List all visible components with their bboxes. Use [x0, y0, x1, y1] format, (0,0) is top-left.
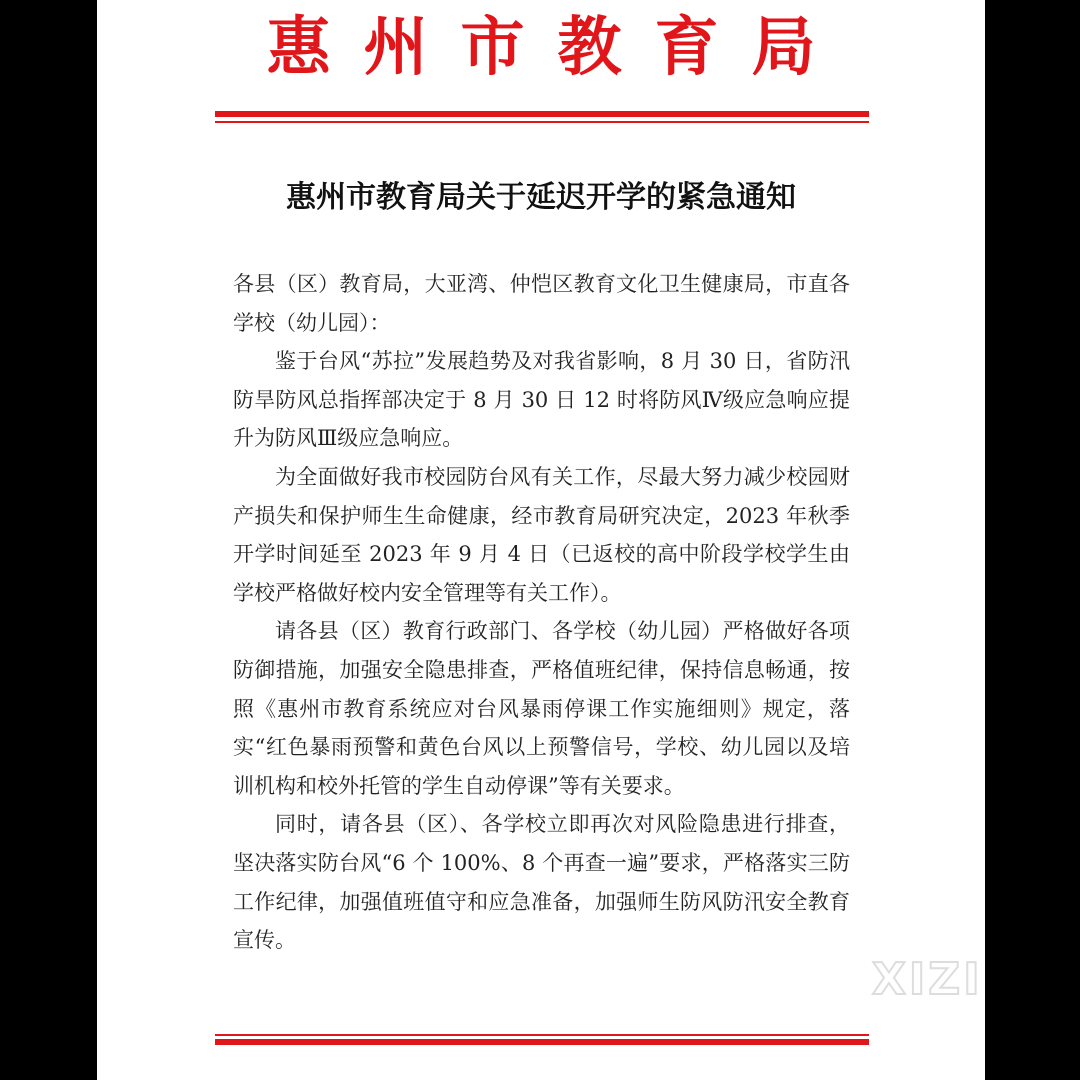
footer-rule-thick [215, 1039, 869, 1045]
watermark-logo: XIZI [872, 954, 983, 1005]
notice-paragraph: 为全面做好我市校园防台风有关工作，尽最大努力减少校园财产损失和保护师生生命健康，经市教育局研究决定，2023 年秋季开学时间延至 2023 年 9 月 4 日（已返校的高中阶段学校学生由学校严格做好校内安全管理等有关工作）。 [233, 464, 850, 605]
notice-title: 惠州市教育局关于延迟开学的紧急通知 [286, 180, 796, 215]
notice-paragraph: 请各县（区）教育行政部门、各学校（幼儿园）严格做好各项防御措施，加强安全隐患排查，严格值班纪律，保持信息畅通，按照《惠州市教育系统应对台风暴雨停课工作实施细则》规定，落实“红色暴雨预警和黄色台风以上预警信号，学校、幼儿园以及培训机构和校外托管的学生自动停课”等有关要求。 [233, 619, 850, 798]
letterhead-rule-thick [215, 111, 869, 117]
notice-body [233, 265, 850, 960]
notice-paragraph: 同时，请各县（区）、各学校立即再次对风险隐患进行排查，坚决落实防台风“6 个 100%、8 个再查一遍”要求，严格落实三防工作纪律，加强值班值守和应急准备，加强师生防风防汛安全教育宣传。 [233, 812, 850, 953]
notice-recipients: 各县（区）教育局，大亚湾、仲恺区教育文化卫生健康局，市直各学校（幼儿园）： [233, 272, 850, 335]
document-page [97, 0, 985, 1080]
letterhead-rule-thin [215, 121, 869, 123]
notice-paragraph: 鉴于台风“苏拉”发展趋势及对我省影响，8 月 30 日，省防汛防旱防风总指挥部决定于 8 月 30 日 12 时将防风Ⅳ级应急响应提升为防风Ⅲ级应急响应。 [233, 349, 850, 451]
letterhead-agency-name: 惠州市教育局 [266, 10, 849, 85]
footer-rule-thin [215, 1034, 869, 1036]
